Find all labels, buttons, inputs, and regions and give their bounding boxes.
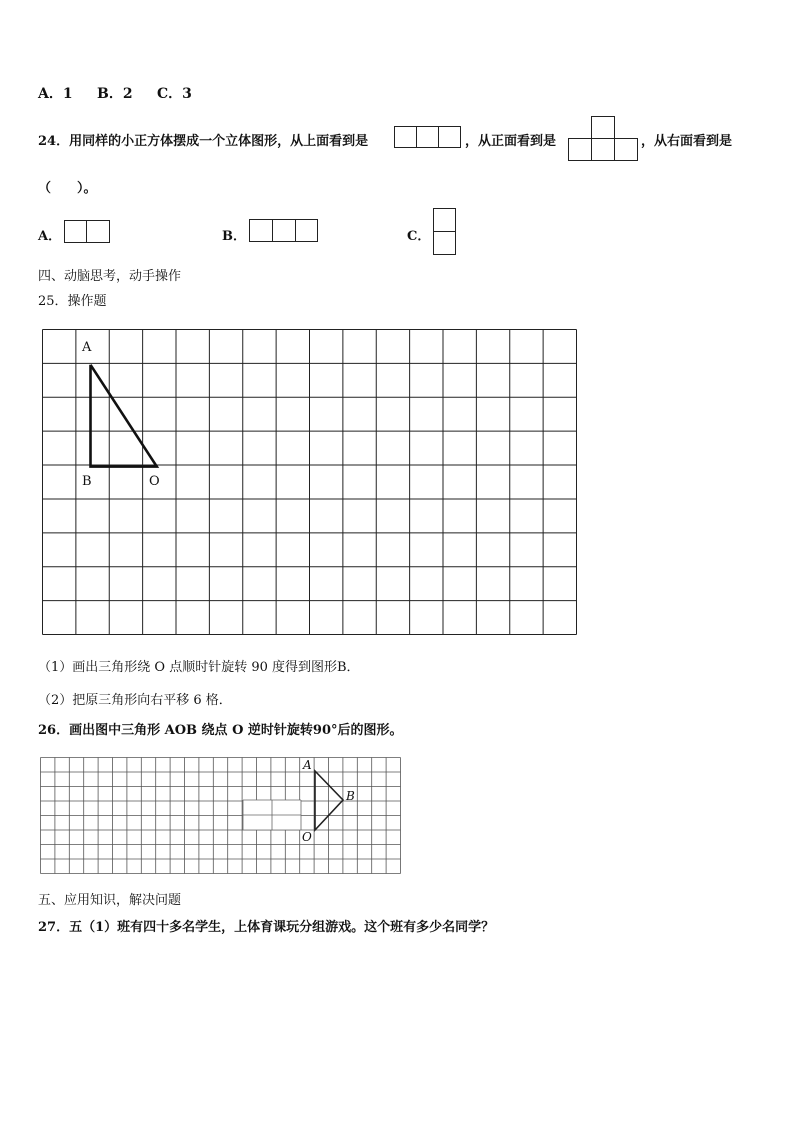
triangle-abo [91, 365, 157, 467]
q24-answer-blank: （ ）。 [38, 181, 97, 196]
q24-option-b-label: B． [222, 229, 246, 244]
q26-label-a: A [303, 758, 312, 772]
q26-label-o: O [302, 830, 312, 844]
q23-option-c: C．3 [157, 86, 192, 102]
label-b: B [82, 474, 92, 489]
triangle-aob [315, 771, 343, 830]
section-5-heading: 五、应用知识，解决问题 [38, 893, 182, 908]
q23-option-a: A．1 [38, 86, 73, 102]
q24-text-part2: ，从正面看到是 [465, 134, 557, 149]
q24-text-part3: ，从右面看到是 [641, 134, 733, 149]
q24-option-a-label: A． [38, 229, 62, 244]
q25-title: 25．操作题 [38, 294, 107, 309]
q25-grid [42, 329, 578, 636]
q26-label-b: B [346, 789, 355, 803]
label-o: O [149, 474, 160, 489]
q26-title: 26．画出图中三角形 AOB 绕点 O 逆时针旋转90°后的图形。 [38, 723, 403, 738]
q23-option-b: B．2 [97, 86, 133, 102]
label-a: A [82, 340, 92, 355]
section-4-heading: 四、动脑思考，动手操作 [38, 269, 182, 284]
q24-option-c-label: C． [407, 229, 431, 244]
q27-text: 27．五（1）班有四十多名学生，上体育课玩分组游戏。这个班有多少名同学？ [38, 920, 495, 935]
q25-sub2: （2）把原三角形向右平移 6 格． [38, 693, 232, 708]
q25-sub1: （1）画出三角形绕 O 点顺时针旋转 90 度得到图形B． [38, 660, 360, 675]
q26-grid [40, 757, 402, 875]
q24-text-part1: 24．用同样的小正方体摆成一个立体图形，从上面看到是 [38, 134, 369, 149]
